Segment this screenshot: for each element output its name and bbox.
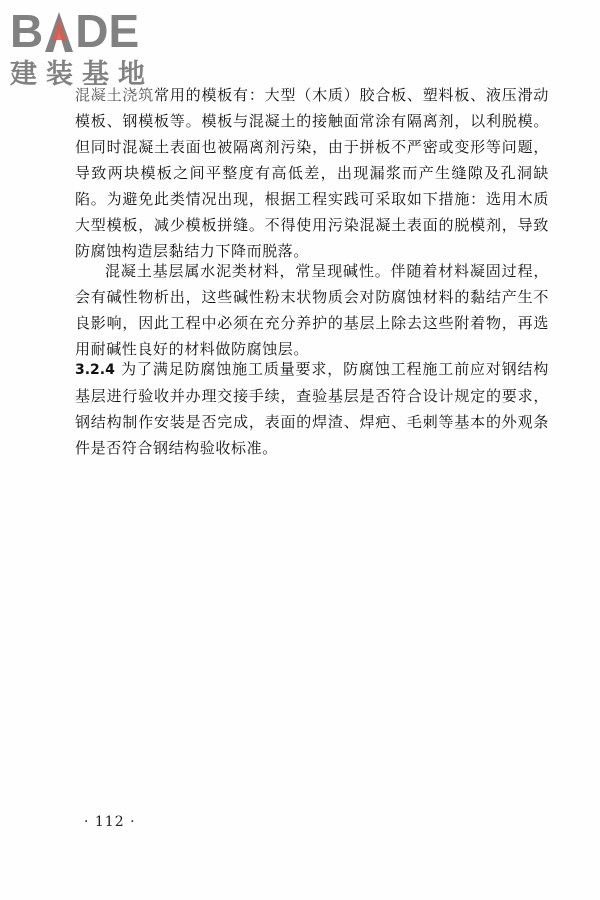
paragraph-text [75,82,549,264]
brand-letters-de: DE [75,5,140,57]
brand-letter-b: B [10,5,44,57]
section-number: 3.2.4 [75,362,115,378]
paragraph-alkaline [75,258,549,362]
brand-subtitle: 建装基地 [10,59,154,90]
paragraph-text [75,356,549,461]
paragraph-formwork [75,82,549,264]
paragraph-body: 为了满足防腐蚀施工质量要求，防腐蚀工程施工前应对钢结构基层进行验收并办理交接手续，查验基层是否符合设计规定的要求，钢结构制作安装是否完成，表面的焊渣、焊疤、毛刺等基本的外观条件是否符合钢结构验收标准。 [75,360,549,457]
section-3-2-4 [75,356,549,461]
paragraph-body: 常用的模板有：大型（木质）胶合板、塑料板、液压滑动模板、钢模板等。模板与混凝土的接触面常涂有隔离剂，以利脱模。但同时混凝土表面也被隔离剂污染，由于拼板不严密或变形等问题，导致两块模板之间平整度有高低差，出现漏浆而产生缝隙及孔洞缺陷。为避免此类情况出现，根据工程实践可采取如下措施：选用木质大型模板，减少模板拼缝。不得使用污染混凝土表面的脱模剂，导致防腐蚀构造层黏结力下降而脱落。 [75,86,549,260]
brand-a-icon [44,10,74,54]
paragraph-lead: 混凝土浇筑 [75,86,155,104]
paragraph-text: 混凝土基层属水泥类材料，常呈现碱性。伴随着材料凝固过程，会有碱性物析出，这些碱性粉末状物质会对防腐蚀材料的黏结产生不良影响，因此工程中必须在充分养护的基层上除去这些附着物，再选用耐碱性良好的材料做防腐蚀层。 [75,262,549,358]
brand-wordmark [10,4,172,57]
page-number: · 112 · [84,814,136,830]
